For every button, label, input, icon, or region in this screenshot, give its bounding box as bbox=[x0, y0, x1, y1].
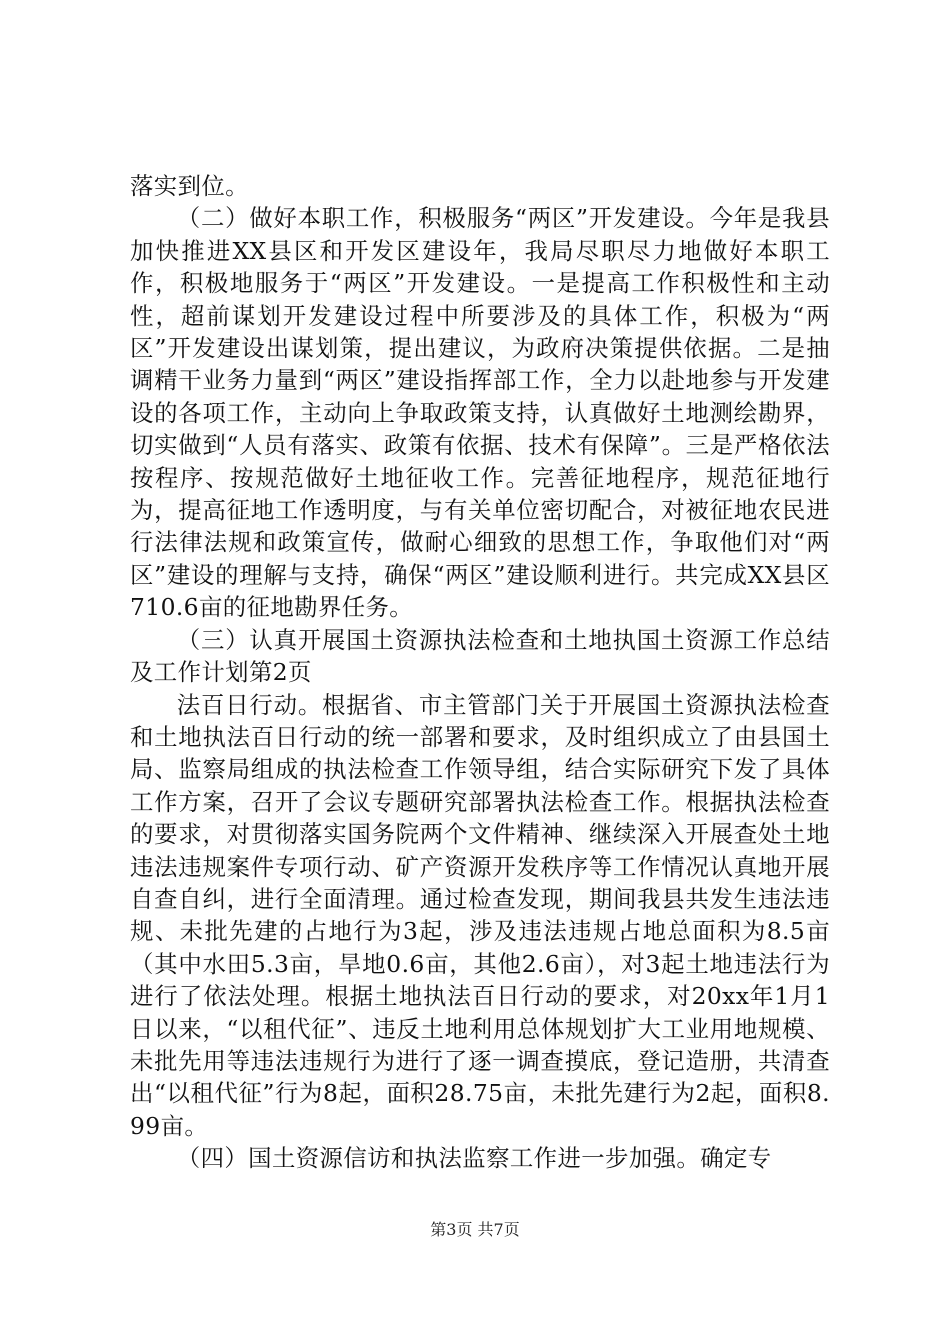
document-body bbox=[130, 170, 830, 1175]
paragraph-1: 落实到位。 bbox=[130, 172, 249, 200]
paragraph-2: （二）做好本职工作，积极服务“两区”开发建设。今年是我县加快推进XX县区和开发区建设年，我局尽职尽力地做好本职工作，积极地服务于“两区”开发建设。一是提高工作积极性和主动性，超前谋划开发建设过程中所要涉及的具体工作，积极为“两区”开发建设出谋划策，提出建议，为政府决策提供依据。二是抽调精干业务力量到“两区”建设指挥部工作，全力以赴地参与开发建设的各项工作，主动向上争取政策支持，认真做好土地测绘勘界，切实做到“人员有落实、政策有依据、技术有保障”。三是严格依法按程序、按规范做好土地征收工作。完善征地程序，规范征地行为，提高征地工作透明度，与有关单位密切配合，对被征地农民进行法律法规和政策宣传，做耐心细致的思想工作，争取他们对“两区”建设的理解与支持，确保“两区”建设顺利进行。共完成XX县区710.6亩的征地勘界任务。 bbox=[130, 204, 830, 622]
paragraph-5: （四）国土资源信访和执法监察工作进一步加强。确定专 bbox=[176, 1144, 772, 1173]
paragraph-3: （三）认真开展国土资源执法检查和土地执国土资源工作总结及工作计划第2页 bbox=[130, 625, 830, 687]
paragraph-4: 法百日行动。根据省、市主管部门关于开展国土资源执法检查和土地执法百日行动的统一部署和要求，及时组织成立了由县国土局、监察局组成的执法检查工作领导组，结合实际研究下发了具体工作方案，召开了会议专题研究部署执法检查工作。根据执法检查的要求，对贯彻落实国务院两个文件精神、继续深入开展查处土地违法违规案件专项行动、矿产资源开发秩序等工作情况认真地开展自查自纠，进行全面清理。通过检查发现，期间我县共发生违法违规、未批先建的占地行为3起，涉及违法违规占地总面积为8.5亩（其中水田5.3亩，旱地0.6亩，其他2.6亩），对3起土地违法行为进行了依法处理。根据土地执法百日行动的要求，对20xx年1月1日以来，“以租代征”、违反土地利用总体规划扩大工业用地规模、未批先用等违法违规行为进行了逐一调查摸底，登记造册，共清查出“以租代征”行为8起，面积28.75亩，未批先建行为2起，面积8.99亩。 bbox=[130, 690, 830, 1140]
page-footer: 第3页 共7页 bbox=[430, 1220, 520, 1239]
